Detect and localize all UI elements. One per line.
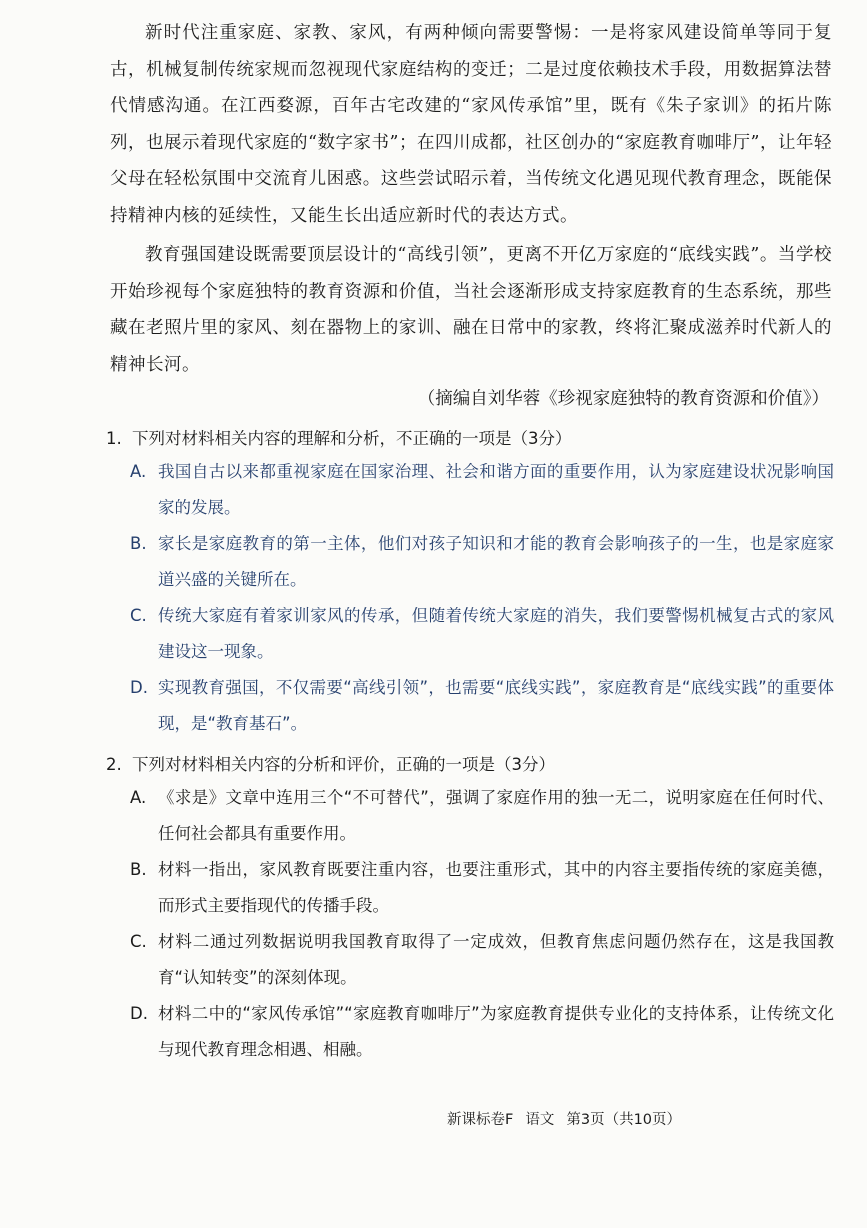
footer-paper: 新课标卷F <box>447 1112 514 1128</box>
option-text: 传统大家庭有着家训家风的传承，但随着传统大家庭的消失，我们要警惕机械复古式的家风建设这一现象。 <box>158 606 834 661</box>
option-text: 材料二中的“家风传承馆”“家庭教育咖啡厅”为家庭教育提供专业化的支持体系，让传统文化与现代教育理念相遇、相融。 <box>158 1004 834 1059</box>
passage-paragraph-1: 新时代注重家庭、家教、家风，有两种倾向需要警惕：一是将家风建设简单等同于复古，机械复制传统家规而忽视现代家庭结构的变迁；二是过度依赖技术手段，用数据算法替代情感沟通。在江西婺源，百年古宅改建的“家风传承馆”里，既有《朱子家训》的拓片陈列，也展示着现代家庭的“数字家书”；在四川成都，社区创办的“家庭教育咖啡厅”，让年轻父母在轻松氛围中交流育儿困惑。这些尝试昭示着，当传统文化遇见现代教育理念，既能保持精神内核的延续性，又能生长出适应新时代的表达方式。 <box>110 23 832 226</box>
option-letter: C. <box>130 932 147 951</box>
passage-paragraph-2: 教育强国建设既需要顶层设计的“高线引领”，更离不开亿万家庭的“底线实践”。当学校开始珍视每个家庭独特的教育资源和价值，当社会逐渐形成支持家庭教育的生态系统，那些藏在老照片里的家风、刻在器物上的家训、融在日常中的家教，终将汇聚成滋养时代新人的精神长河。 <box>110 245 832 375</box>
option-letter: A. <box>130 788 147 807</box>
option-text: 材料二通过列数据说明我国教育取得了一定成效，但教育焦虑问题仍然存在，这是我国教育“认知转变”的深刻体现。 <box>158 932 834 987</box>
option-c[interactable] <box>106 924 834 996</box>
option-b[interactable] <box>106 852 834 924</box>
question-stem-text: 下列对材料相关内容的理解和分析，不正确的一项是（3分） <box>132 429 572 448</box>
option-letter: D. <box>130 1004 148 1023</box>
footer-subject: 语文 <box>525 1112 555 1128</box>
footer-page-number: 第3页（共10页） <box>566 1112 682 1128</box>
page-footer <box>447 1109 693 1131</box>
question-stem-text: 下列对材料相关内容的分析和评价，正确的一项是（3分） <box>132 755 555 774</box>
option-letter: A. <box>130 462 147 481</box>
option-text: 《求是》文章中连用三个“不可替代”，强调了家庭作用的独一无二，说明家庭在任何时代、任何社会都具有重要作用。 <box>158 788 834 843</box>
question-1 <box>106 424 834 742</box>
option-c[interactable] <box>106 598 834 670</box>
option-text: 材料一指出，家风教育既要注重内容，也要注重形式，其中的内容主要指传统的家庭美德，而形式主要指现代的传播手段。 <box>158 860 834 915</box>
option-letter: B. <box>130 534 147 553</box>
passage-source: （摘编自刘华蓉《珍视家庭独特的教育资源和价值》） <box>417 389 829 409</box>
option-letter: B. <box>130 860 147 879</box>
option-letter: D. <box>130 678 148 697</box>
option-text: 实现教育强国，不仅需要“高线引领”，也需要“底线实践”，家庭教育是“底线实践”的重要体现，是“教育基石”。 <box>158 678 834 733</box>
question-2 <box>106 750 834 1068</box>
option-d[interactable] <box>106 670 834 742</box>
option-text: 家长是家庭教育的第一主体，他们对孩子知识和才能的教育会影响孩子的一生，也是家庭家道兴盛的关键所在。 <box>158 534 834 589</box>
option-letter: C. <box>130 606 147 625</box>
question-stem <box>106 750 834 780</box>
question-stem <box>106 424 834 454</box>
option-text: 我国自古以来都重视家庭在国家治理、社会和谐方面的重要作用，认为家庭建设状况影响国家的发展。 <box>158 462 834 517</box>
option-a[interactable] <box>106 780 834 852</box>
option-d[interactable] <box>106 996 834 1068</box>
question-number: 2. <box>106 755 122 774</box>
option-b[interactable] <box>106 526 834 598</box>
option-a[interactable] <box>106 454 834 526</box>
question-number: 1. <box>106 429 122 448</box>
